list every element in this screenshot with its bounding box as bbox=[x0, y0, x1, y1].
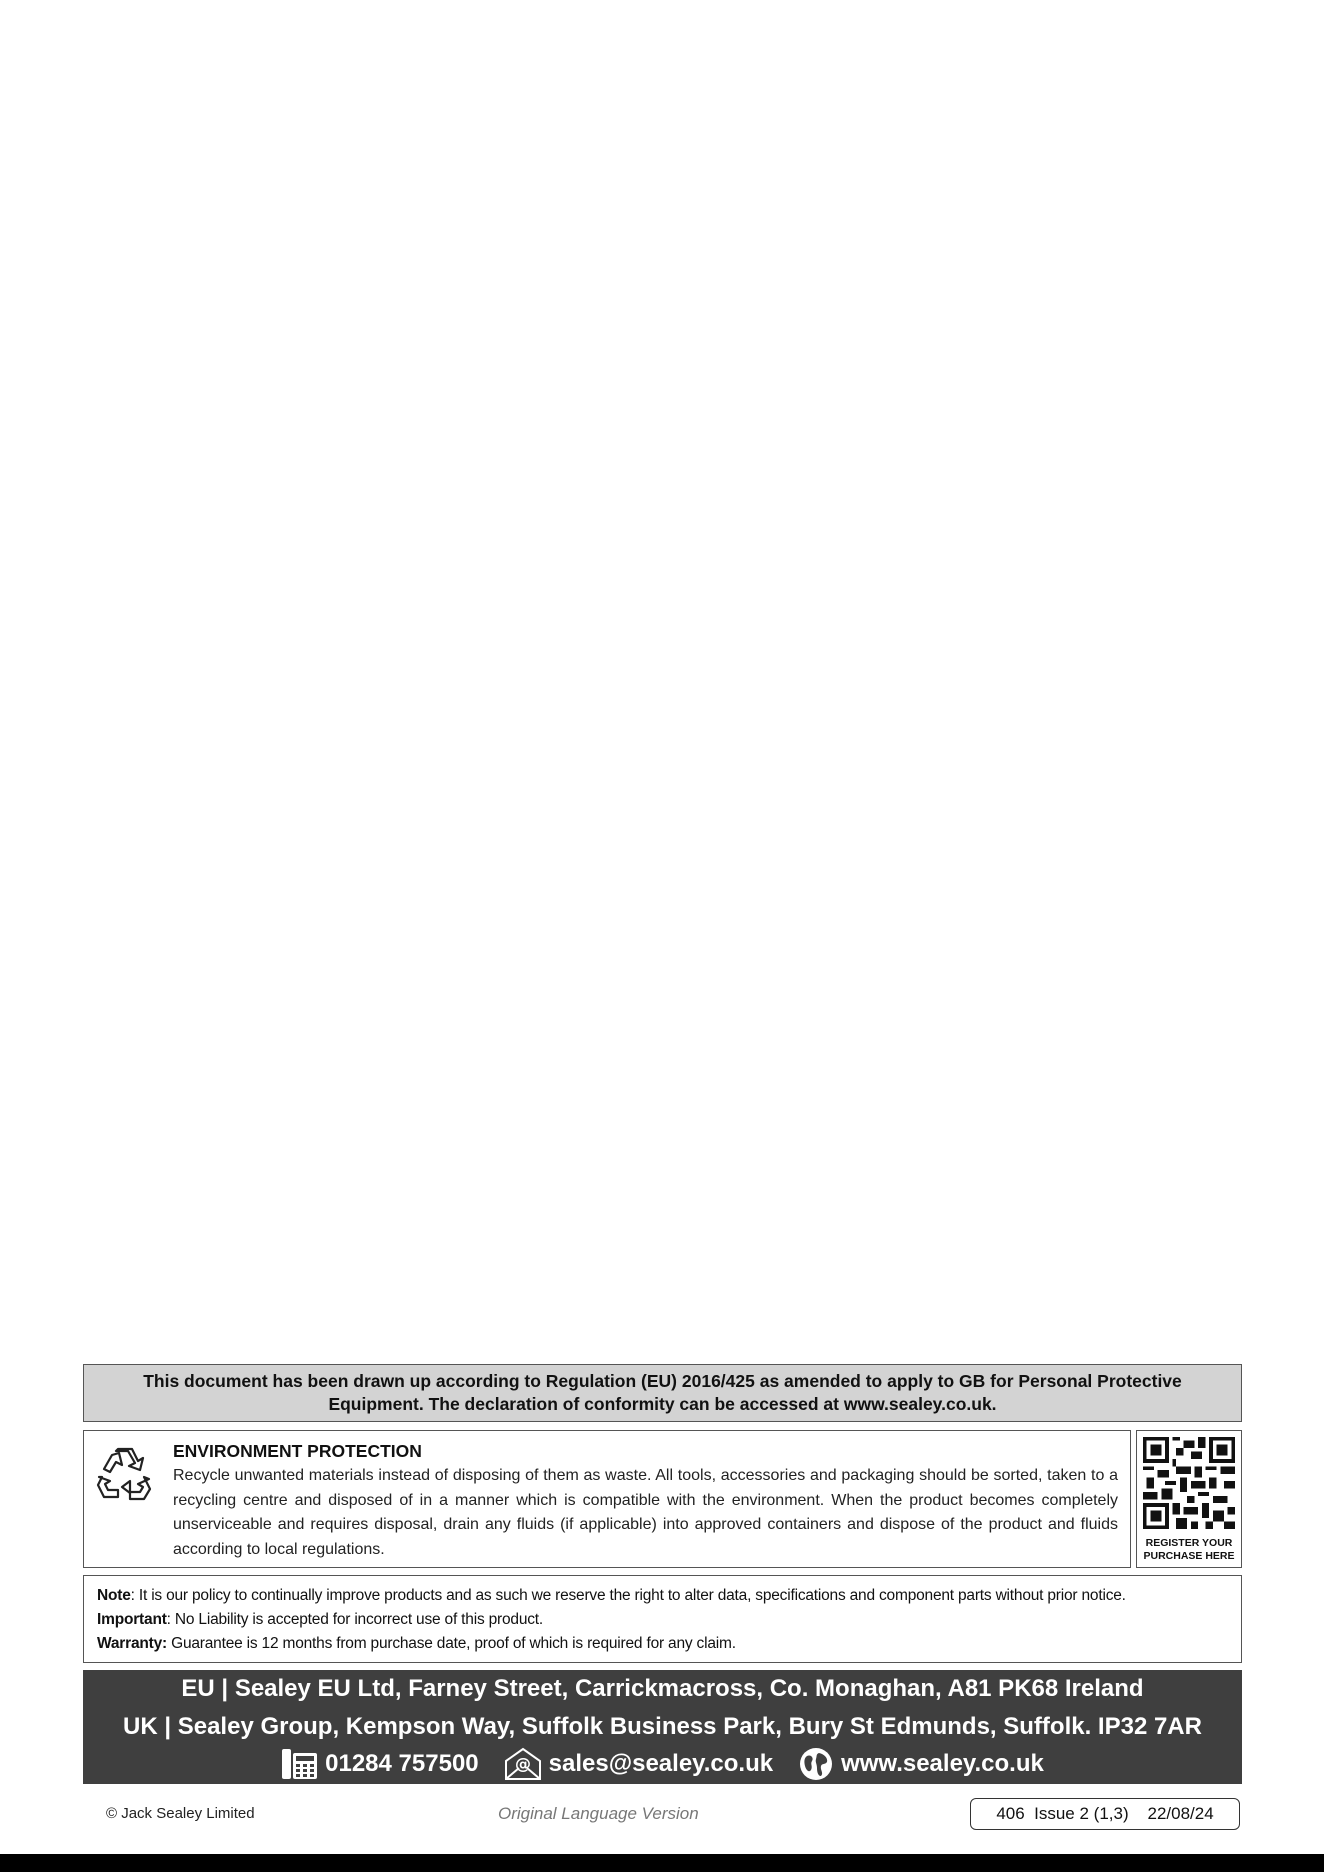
website: www.sealey.co.uk bbox=[841, 1750, 1044, 1777]
environment-title: ENVIRONMENT PROTECTION bbox=[173, 1441, 422, 1461]
eu-address: EU | Sealey EU Ltd, Farney Street, Carrickmacross, Co. Monaghan, A81 PK68 Ireland bbox=[181, 1675, 1144, 1702]
regulation-line-1: This document has been drawn up according to Regulation (EU) 2016/425 as amended to apply to GB for Personal Protective bbox=[143, 1371, 1182, 1391]
phone-number: 01284 757500 bbox=[325, 1750, 479, 1777]
note-line bbox=[97, 1584, 1241, 1608]
contact-details bbox=[83, 1746, 1242, 1782]
phone-icon bbox=[281, 1747, 319, 1781]
svg-text:@: @ bbox=[514, 1754, 531, 1773]
note-label: Note bbox=[97, 1587, 131, 1604]
email-address: sales@sealey.co.uk bbox=[548, 1750, 774, 1777]
phone-contact[interactable] bbox=[281, 1747, 479, 1781]
regulation-line-2: Equipment. The declaration of conformity can be accessed at www.sealey.co.uk. bbox=[328, 1394, 997, 1414]
copyright: © Jack Sealey Limited bbox=[106, 1805, 255, 1822]
regulation-notice bbox=[83, 1364, 1242, 1422]
qr-label-line-1: REGISTER YOUR bbox=[1145, 1537, 1233, 1549]
contact-box bbox=[83, 1670, 1242, 1784]
warranty-text: Guarantee is 12 months from purchase date, proof of which is required for any claim. bbox=[166, 1635, 736, 1652]
environment-protection-box bbox=[83, 1430, 1131, 1568]
email-contact[interactable] bbox=[503, 1747, 773, 1781]
original-language-version: Original Language Version bbox=[498, 1804, 699, 1823]
uk-address: UK | Sealey Group, Kempson Way, Suffolk Business Park, Bury St Edmunds, Suffolk. IP32 7AR bbox=[123, 1713, 1202, 1740]
important-label: Important bbox=[97, 1611, 167, 1628]
email-icon bbox=[503, 1747, 543, 1781]
globe-icon bbox=[797, 1746, 835, 1782]
qr-label bbox=[1137, 1537, 1241, 1563]
important-line bbox=[97, 1608, 1241, 1632]
issue-info: 406 Issue 2 (1,3) 22/08/24 bbox=[970, 1798, 1240, 1830]
qr-code-icon[interactable] bbox=[1143, 1437, 1235, 1529]
notes-box bbox=[83, 1575, 1242, 1663]
bottom-bar bbox=[0, 1854, 1324, 1872]
warranty-label: Warranty: bbox=[97, 1635, 167, 1652]
qr-label-line-2: PURCHASE HERE bbox=[1143, 1550, 1235, 1562]
environment-text: Recycle unwanted materials instead of disposing of them as waste. All tools, accessories and packaging should be sorted, taken to a recycling centre and disposed of in a manner which is compatible with the environment. When the product becomes completely unserviceable and requires disposal, drain any fluids (if applicable) into approved containers and dispose of the product and fluids according to local regulations. bbox=[173, 1467, 1118, 1558]
warranty-line bbox=[97, 1632, 1241, 1656]
note-text: : It is our policy to continually improve products and as such we reserve the right to alter data, specifications and component parts without prior notice. bbox=[130, 1587, 1126, 1604]
web-contact[interactable] bbox=[797, 1746, 1044, 1782]
qr-register-box[interactable] bbox=[1136, 1430, 1242, 1568]
important-text: : No Liability is accepted for incorrect use of this product. bbox=[166, 1611, 544, 1628]
recycle-icon bbox=[94, 1443, 160, 1509]
